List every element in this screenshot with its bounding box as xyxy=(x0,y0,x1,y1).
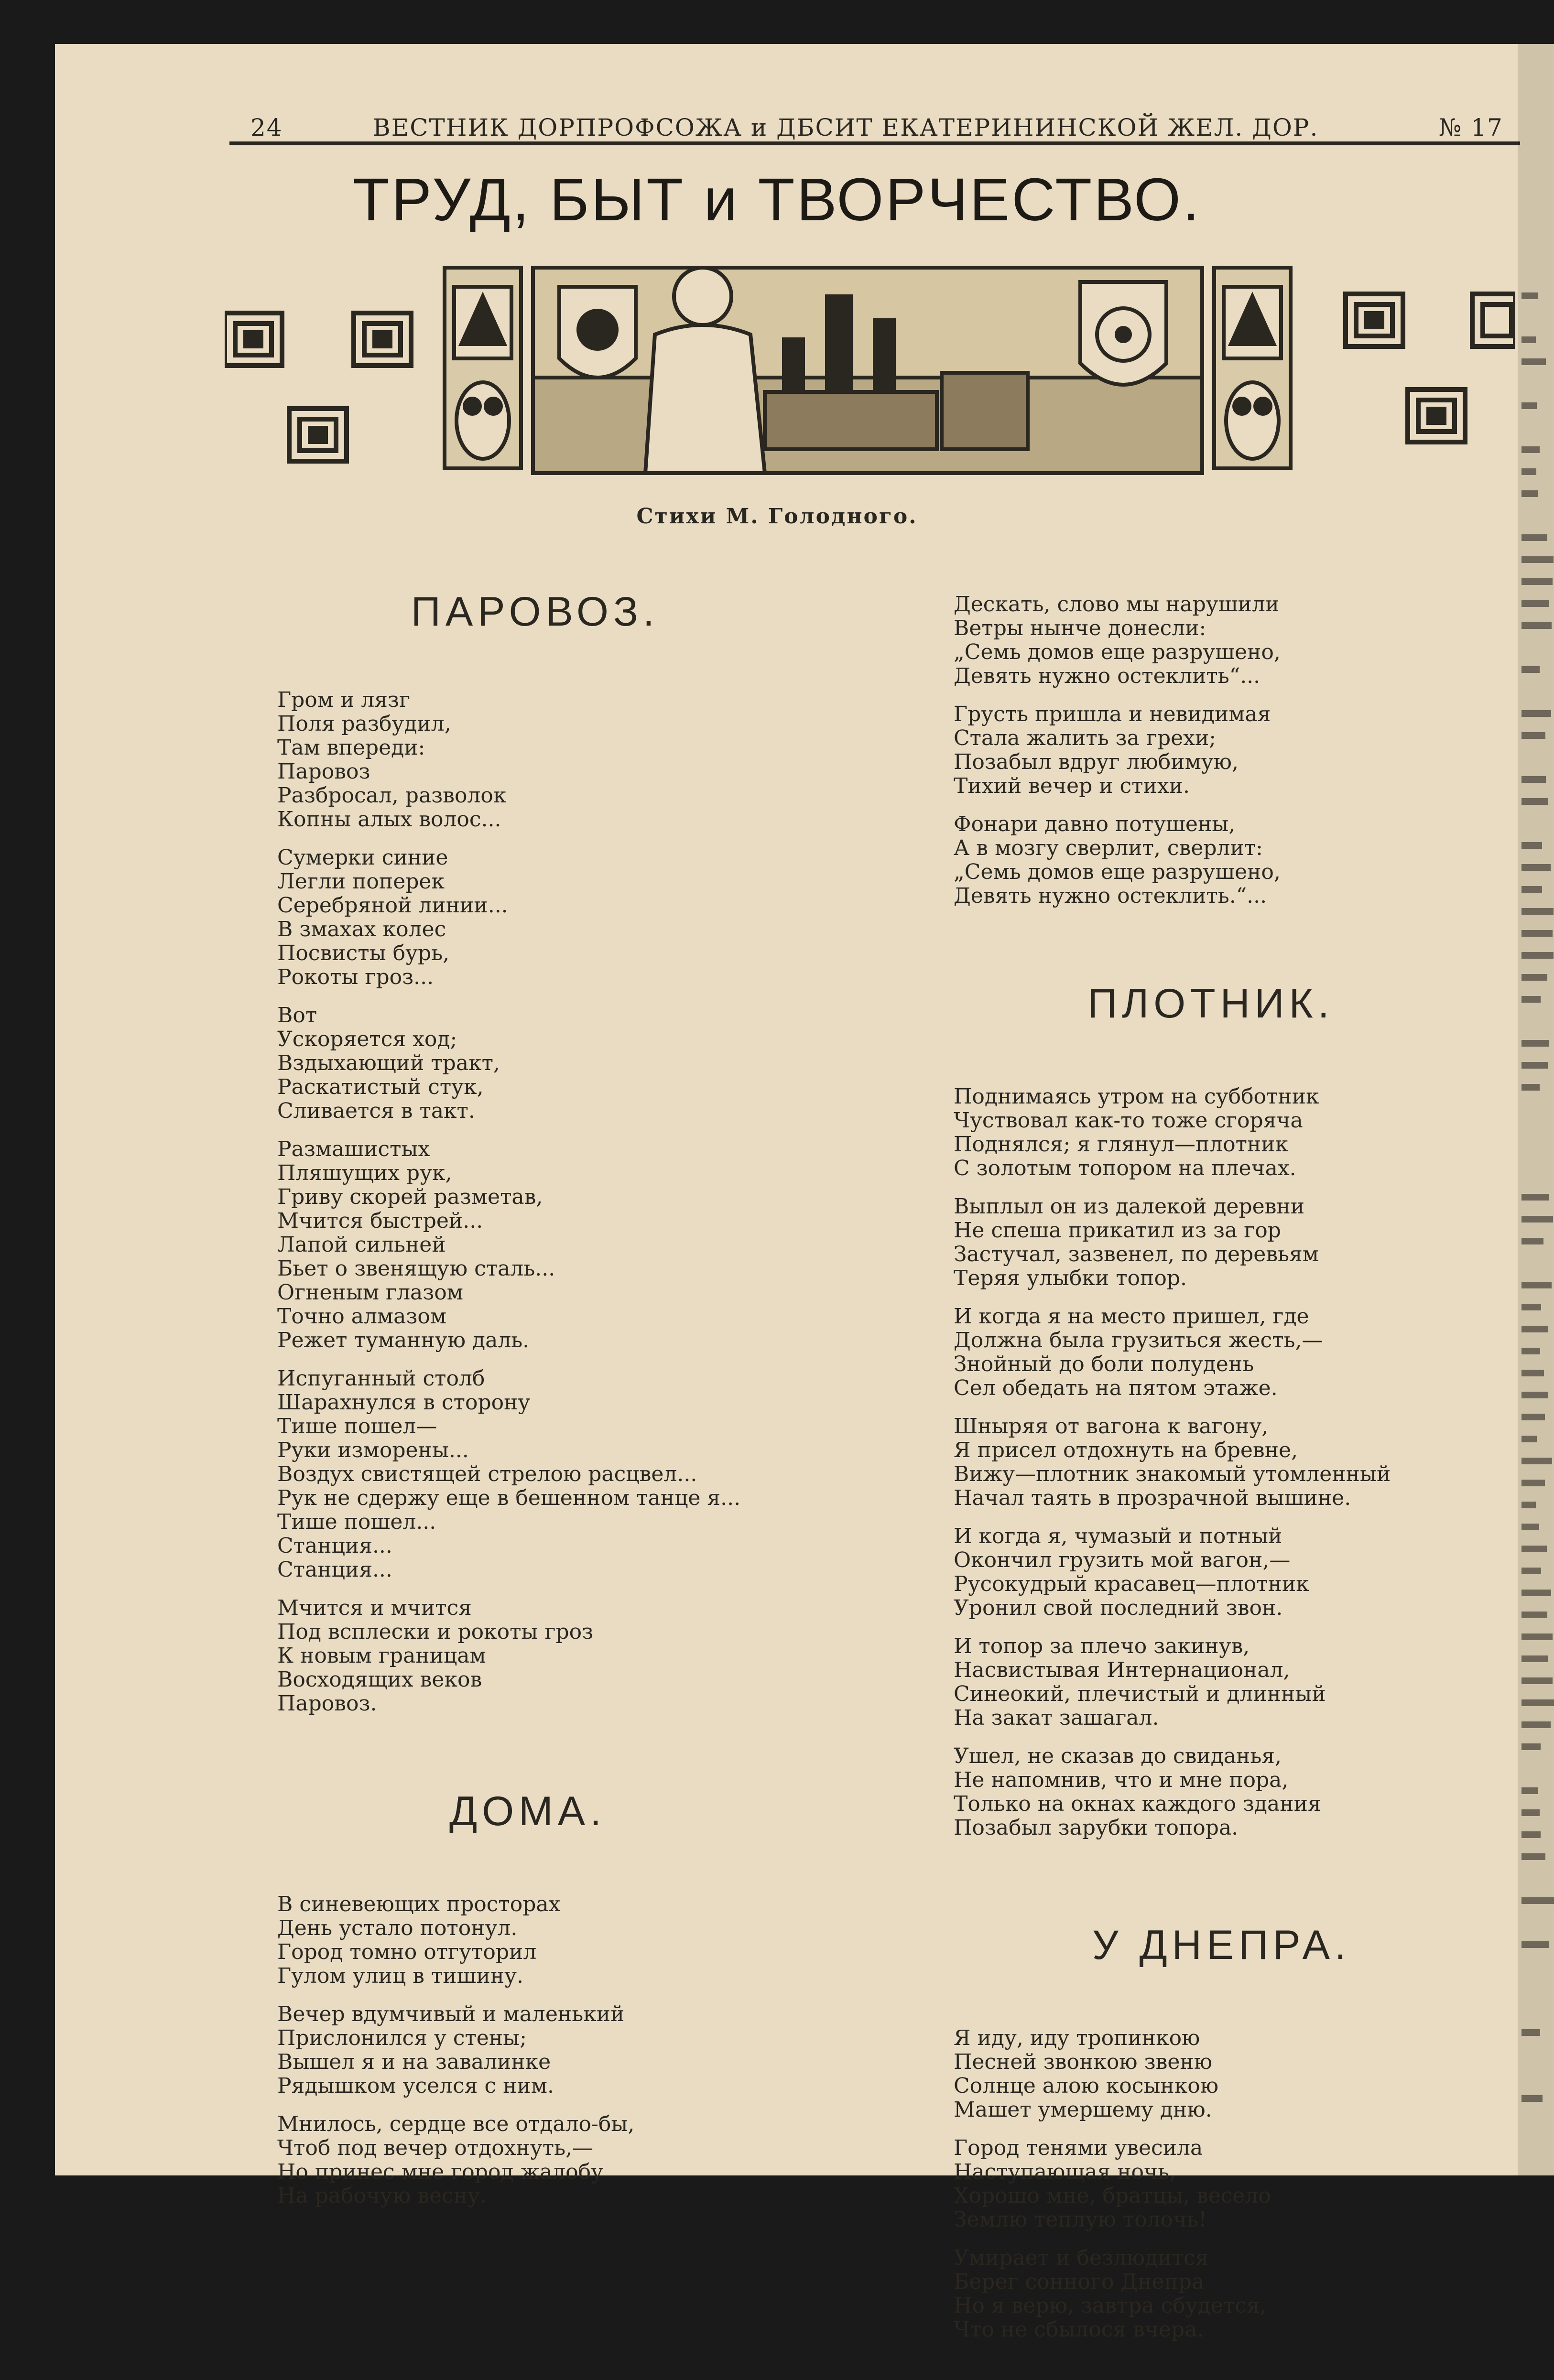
verse-line: Девять нужно остеклить“... xyxy=(954,664,1261,688)
poem-doma xyxy=(277,1893,946,2208)
verse-line: Грусть пришла и невидимая xyxy=(954,702,1271,726)
adjacent-text-fragment xyxy=(1521,1040,1549,1047)
verse-line: Поднялся; я глянул—плотник xyxy=(954,1132,1289,1157)
verse-line: В змахах колес xyxy=(277,917,446,941)
verse-line: Песней звонкою звеню xyxy=(954,2050,1213,2074)
adjacent-text-fragment xyxy=(1521,1458,1552,1464)
adjacent-text-fragment xyxy=(1521,864,1551,871)
adjacent-text-fragment xyxy=(1521,1062,1548,1069)
verse-line: Вижу—плотник знакомый утомленный xyxy=(954,1462,1391,1486)
adjacent-text-fragment xyxy=(1521,358,1546,365)
verse-line: Русокудрый красавец—плотник xyxy=(954,1572,1309,1596)
adjacent-text-fragment xyxy=(1521,622,1552,629)
verse-line: Наступающая ночь, xyxy=(954,2160,1176,2184)
verse-line: „Семь домов еще разрушено, xyxy=(954,640,1281,664)
verse-line: Рядышком уселся с ним. xyxy=(277,2074,554,2098)
adjacent-text-fragment xyxy=(1521,2095,1543,2102)
section-title: ТРУД, БЫТ и ТВОРЧЕСТВО. xyxy=(352,166,1202,233)
verse-line: Начал таять в прозрачной вышине. xyxy=(954,1486,1351,1510)
verse-line: Гулом улиц в тишину. xyxy=(277,1964,523,1988)
verse-line: Только на окнах каждого здания xyxy=(954,1792,1321,1816)
verse-line: На рабочую весну. xyxy=(277,2184,487,2208)
verse-line: Мчится быстрей... xyxy=(277,1209,483,1233)
verse-line: Пляшущих рук, xyxy=(277,1161,452,1185)
verse-line: Окончил грузить мой вагон,— xyxy=(954,1548,1291,1572)
verse-line: Синеокий, плечистый и длинный xyxy=(954,1682,1326,1706)
stanza xyxy=(954,2136,1508,2232)
verse-line: Ушел, не сказав до свиданья, xyxy=(954,1744,1282,1768)
verse-line: Дескать, слово мы нарушили xyxy=(954,592,1280,617)
verse-line: Теряя улыбки топор. xyxy=(954,1266,1187,1290)
verse-line: Вздыхающий тракт, xyxy=(277,1051,500,1075)
verse-line: Лапой сильней xyxy=(277,1233,446,1257)
verse-line: Серебряной линии... xyxy=(277,893,508,918)
adjacent-text-fragment xyxy=(1521,930,1553,937)
verse-line: Ускоряется ход; xyxy=(277,1027,457,1051)
adjacent-text-fragment xyxy=(1521,336,1536,343)
adjacent-text-fragment xyxy=(1521,446,1540,453)
verse-line: Чтоб под вечер отдохнуть,— xyxy=(277,2136,594,2160)
verse-line: Шныряя от вагона к вагону, xyxy=(954,1414,1269,1439)
verse-line: Воздух свистящей стрелою расцвел... xyxy=(277,1462,697,1486)
verse-line: Рокоты гроз... xyxy=(277,965,434,989)
right-column xyxy=(954,545,1508,2380)
verse-line: Размашистых xyxy=(277,1137,430,1161)
verse-line: Не напомнив, что и мне пора, xyxy=(954,1768,1289,1792)
verse-line: Но я верю, завтра сбудется, xyxy=(954,2293,1267,2318)
left-pillar xyxy=(445,268,521,468)
verse-line: И топор за плечо закинув, xyxy=(954,1634,1250,1658)
adjacent-text-fragment xyxy=(1521,1590,1551,1596)
verse-line: Копны алых волос... xyxy=(277,807,501,832)
verse-line: Выплыл он из далекой деревни xyxy=(954,1194,1305,1219)
stanza xyxy=(954,1744,1508,1840)
poem-title-doma: ДОМА. xyxy=(449,1788,607,1834)
verse-line: Бьет о звенящую сталь... xyxy=(277,1256,555,1281)
publication-title: ВЕСТНИК ДОРПРОФСОЖА и ДБСИТ ЕКАТЕРИНИНСКОЙ ЖЕЛ. ДОР. xyxy=(373,114,1319,141)
verse-line: Режет туманную даль. xyxy=(277,1328,530,1352)
verse-line: Берег сонного Днепра xyxy=(954,2270,1205,2294)
verse-line: В синевеющих просторах xyxy=(277,1892,561,1916)
stanza xyxy=(954,1085,1508,1180)
verse-line: Машет умершему дню. xyxy=(954,2098,1212,2122)
verse-line: Я иду, иду тропинкою xyxy=(954,2026,1200,2050)
adjacent-text-fragment xyxy=(1521,908,1554,915)
stanza xyxy=(954,1305,1508,1400)
verse-line: Поля разбудил, xyxy=(277,712,451,736)
verse-line: Вечер вдумчивый и маленький xyxy=(277,2002,625,2026)
adjacent-text-fragment xyxy=(1521,1743,1541,1750)
adjacent-text-fragment xyxy=(1521,974,1547,981)
adjacent-text-fragment xyxy=(1521,578,1553,585)
adjacent-text-fragment xyxy=(1521,1634,1553,1640)
stanza xyxy=(277,1004,946,1123)
verse-line: Город томно отгуторил xyxy=(277,1940,537,1964)
verse-line: Посвисты бурь, xyxy=(277,941,450,965)
adjacent-text-fragment xyxy=(1521,1480,1545,1486)
issue-number: № 17 xyxy=(1439,114,1503,141)
adjacent-text-fragment xyxy=(1521,798,1548,805)
adjacent-text-fragment xyxy=(1521,996,1541,1003)
verse-line: Раскатистый стук, xyxy=(277,1075,484,1099)
adjacent-text-fragment xyxy=(1521,776,1546,783)
stanza xyxy=(954,2246,1508,2342)
adjacent-text-fragment xyxy=(1521,1304,1541,1310)
verse-line: Что не сбылося вчера. xyxy=(954,2317,1204,2342)
poem-title-parovoz: ПАРОВОЗ. xyxy=(411,589,659,635)
adjacent-page-edge xyxy=(1518,44,1554,2175)
adjacent-text-fragment xyxy=(1521,1282,1552,1288)
adjacent-text-fragment xyxy=(1521,1414,1545,1420)
verse-line: Город тенями увесила xyxy=(954,2136,1203,2160)
verse-line: С золотым топором на плечах. xyxy=(954,1156,1296,1180)
adjacent-text-fragment xyxy=(1521,1436,1537,1442)
verse-line: Тише пошел... xyxy=(277,1510,436,1534)
verse-line: Но принес мне город жалобу xyxy=(277,2160,604,2184)
verse-line: Солнце алою косынкою xyxy=(954,2074,1218,2098)
stanza xyxy=(277,688,946,832)
verse-line: Легли поперек xyxy=(277,869,445,894)
verse-line: Паровоз xyxy=(277,759,370,784)
stanza xyxy=(277,1596,946,1716)
stanza xyxy=(954,812,1508,908)
verse-line: Землю теплую толочь! xyxy=(954,2207,1207,2232)
verse-line: Умирает и безлюдится xyxy=(954,2246,1209,2270)
verse-line: Сливается в такт. xyxy=(277,1099,475,1123)
adjacent-text-fragment xyxy=(1521,842,1542,849)
adjacent-text-fragment xyxy=(1521,1370,1544,1376)
verse-line: Должна была грузиться жесть,— xyxy=(954,1328,1323,1352)
adjacent-text-fragment xyxy=(1521,600,1549,607)
poem-title-u-dnepra: У ДНЕПРА. xyxy=(1092,1922,1351,1968)
stanza xyxy=(954,2026,1508,2122)
verse-line: Сумерки синие xyxy=(277,845,448,870)
verse-line: Не спеша прикатил из за гор xyxy=(954,1218,1281,1243)
stanza xyxy=(277,2002,946,2098)
verse-line: Испуганный столб xyxy=(277,1366,485,1391)
adjacent-text-fragment xyxy=(1521,1941,1549,1948)
adjacent-text-fragment xyxy=(1521,1194,1549,1201)
verse-line: Позабыл зарубки топора. xyxy=(954,1816,1239,1840)
verse-line: Тише пошел— xyxy=(277,1414,437,1439)
byline: Стихи М. Голодного. xyxy=(636,504,918,529)
verse-line: Шарахнулся в сторону xyxy=(277,1390,531,1415)
central-scene xyxy=(533,268,1202,473)
adjacent-text-fragment xyxy=(1521,1084,1540,1091)
verse-line: Девять нужно остеклить.“... xyxy=(954,884,1267,908)
left-column xyxy=(277,540,946,2246)
adjacent-text-fragment xyxy=(1521,952,1554,959)
adjacent-text-fragment xyxy=(1521,1524,1539,1530)
adjacent-text-fragment xyxy=(1521,1677,1553,1684)
adjacent-text-fragment xyxy=(1521,556,1554,563)
poem-plotnik xyxy=(954,1085,1508,1840)
verse-line: Фонари давно потушены, xyxy=(954,812,1236,836)
verse-line: На закат зашагал. xyxy=(954,1706,1159,1730)
adjacent-text-fragment xyxy=(1521,1502,1536,1508)
verse-line: Стала жалить за грехи; xyxy=(954,726,1217,750)
adjacent-text-fragment xyxy=(1521,666,1540,673)
verse-line: День устало потонул. xyxy=(277,1916,518,1940)
verse-line: Там впереди: xyxy=(277,736,425,760)
stanza xyxy=(954,1195,1508,1290)
verse-line: Я присел отдохнуть на бревне, xyxy=(954,1438,1298,1462)
verse-line: Разбросал, разволок xyxy=(277,783,507,808)
verse-line: А в мозгу сверлит, сверлит: xyxy=(954,836,1263,860)
adjacent-text-fragment xyxy=(1521,1897,1554,1904)
stanza xyxy=(954,1525,1508,1620)
page-number: 24 xyxy=(250,114,283,141)
decorative-banner xyxy=(225,258,1515,487)
verse-line: Под всплески и рокоты гроз xyxy=(277,1620,594,1644)
stanza xyxy=(954,593,1508,688)
verse-line: Паровоз. xyxy=(277,1691,377,1716)
adjacent-text-fragment xyxy=(1521,886,1542,893)
stanza xyxy=(277,846,946,989)
header-rule xyxy=(229,141,1520,145)
poem-u-dnepra xyxy=(954,2026,1508,2342)
adjacent-text-fragment xyxy=(1521,1568,1541,1574)
stanza xyxy=(277,2112,946,2208)
adjacent-text-fragment xyxy=(1521,490,1538,497)
adjacent-text-fragment xyxy=(1521,1216,1553,1222)
adjacent-text-fragment xyxy=(1521,1809,1540,1816)
verse-line: Прислонился у стены; xyxy=(277,2026,527,2050)
verse-line: Гриву скорей разметав, xyxy=(277,1185,543,1209)
running-header xyxy=(229,114,1520,142)
verse-line: Застучал, зазвенел, по деревьям xyxy=(954,1242,1319,1266)
poem-title-plotnik: ПЛОТНИК. xyxy=(1087,981,1334,1027)
verse-line: Знойный до боли полудень xyxy=(954,1352,1254,1376)
poem-parovoz xyxy=(277,688,946,1716)
verse-line: И когда я на место пришел, где xyxy=(954,1304,1309,1329)
verse-line: К новым границам xyxy=(277,1644,486,1668)
verse-line: Хорошо мне, братцы, весело xyxy=(954,2184,1271,2208)
adjacent-text-fragment xyxy=(1521,1831,1541,1838)
verse-line: Позабыл вдруг любимую, xyxy=(954,750,1239,774)
adjacent-text-fragment xyxy=(1521,732,1545,739)
adjacent-text-fragment xyxy=(1521,468,1536,475)
adjacent-text-fragment xyxy=(1521,1238,1543,1244)
verse-line: „Семь домов еще разрушено, xyxy=(954,860,1281,884)
verse-line: Гром и лязг xyxy=(277,688,411,712)
right-pillar xyxy=(1214,268,1291,468)
stanza xyxy=(954,703,1508,798)
verse-line: Чуствовал как-то тоже сгоряча xyxy=(954,1108,1303,1133)
verse-line: Тихий вечер и стихи. xyxy=(954,774,1190,798)
verse-line: Станция... xyxy=(277,1558,392,1582)
adjacent-text-fragment xyxy=(1521,1348,1540,1354)
verse-line: Точно алмазом xyxy=(277,1304,447,1329)
adjacent-text-fragment xyxy=(1521,292,1538,299)
verse-line: Мчится и мчится xyxy=(277,1596,472,1620)
adjacent-text-fragment xyxy=(1521,2029,1540,2036)
adjacent-text-fragment xyxy=(1521,534,1547,541)
stanza xyxy=(277,1893,946,1988)
verse-line: Сел обедать на пятом этаже. xyxy=(954,1376,1278,1400)
verse-line: Вышел я и на завалинке xyxy=(277,2050,551,2074)
adjacent-text-fragment xyxy=(1521,710,1551,717)
verse-line: Огненым глазом xyxy=(277,1280,463,1305)
adjacent-text-fragment xyxy=(1521,402,1537,409)
adjacent-text-fragment xyxy=(1521,1853,1545,1860)
adjacent-text-fragment xyxy=(1521,1546,1547,1552)
adjacent-text-fragment xyxy=(1521,1326,1548,1332)
verse-line: Мнилось, сердце все отдало-бы, xyxy=(277,2112,635,2136)
stanza xyxy=(954,1415,1508,1510)
adjacent-text-fragment xyxy=(1521,1392,1548,1398)
verse-line: Поднимаясь утром на субботник xyxy=(954,1084,1319,1109)
verse-line: Восходящих веков xyxy=(277,1667,482,1692)
stanza xyxy=(954,1634,1508,1730)
adjacent-text-fragment xyxy=(1521,1699,1554,1706)
verse-line: Рук не сдержу еще в бешенном танце я... xyxy=(277,1486,741,1510)
poem-doma-continued xyxy=(954,593,1508,908)
adjacent-text-fragment xyxy=(1521,1787,1538,1794)
verse-line: Уронил свой последний звон. xyxy=(954,1596,1283,1620)
verse-line: Станция... xyxy=(277,1534,392,1558)
verse-line: Насвистывая Интернационал, xyxy=(954,1658,1290,1682)
adjacent-text-fragment xyxy=(1521,1655,1548,1662)
verse-line: Руки изморены... xyxy=(277,1438,469,1462)
stanza xyxy=(277,1137,946,1352)
adjacent-text-fragment xyxy=(1521,1612,1547,1618)
verse-line: Ветры нынче донесли: xyxy=(954,616,1206,640)
adjacent-text-fragment xyxy=(1521,1721,1551,1728)
verse-line: Вот xyxy=(277,1003,317,1028)
stanza xyxy=(277,1367,946,1582)
verse-line: И когда я, чумазый и потный xyxy=(954,1524,1282,1548)
